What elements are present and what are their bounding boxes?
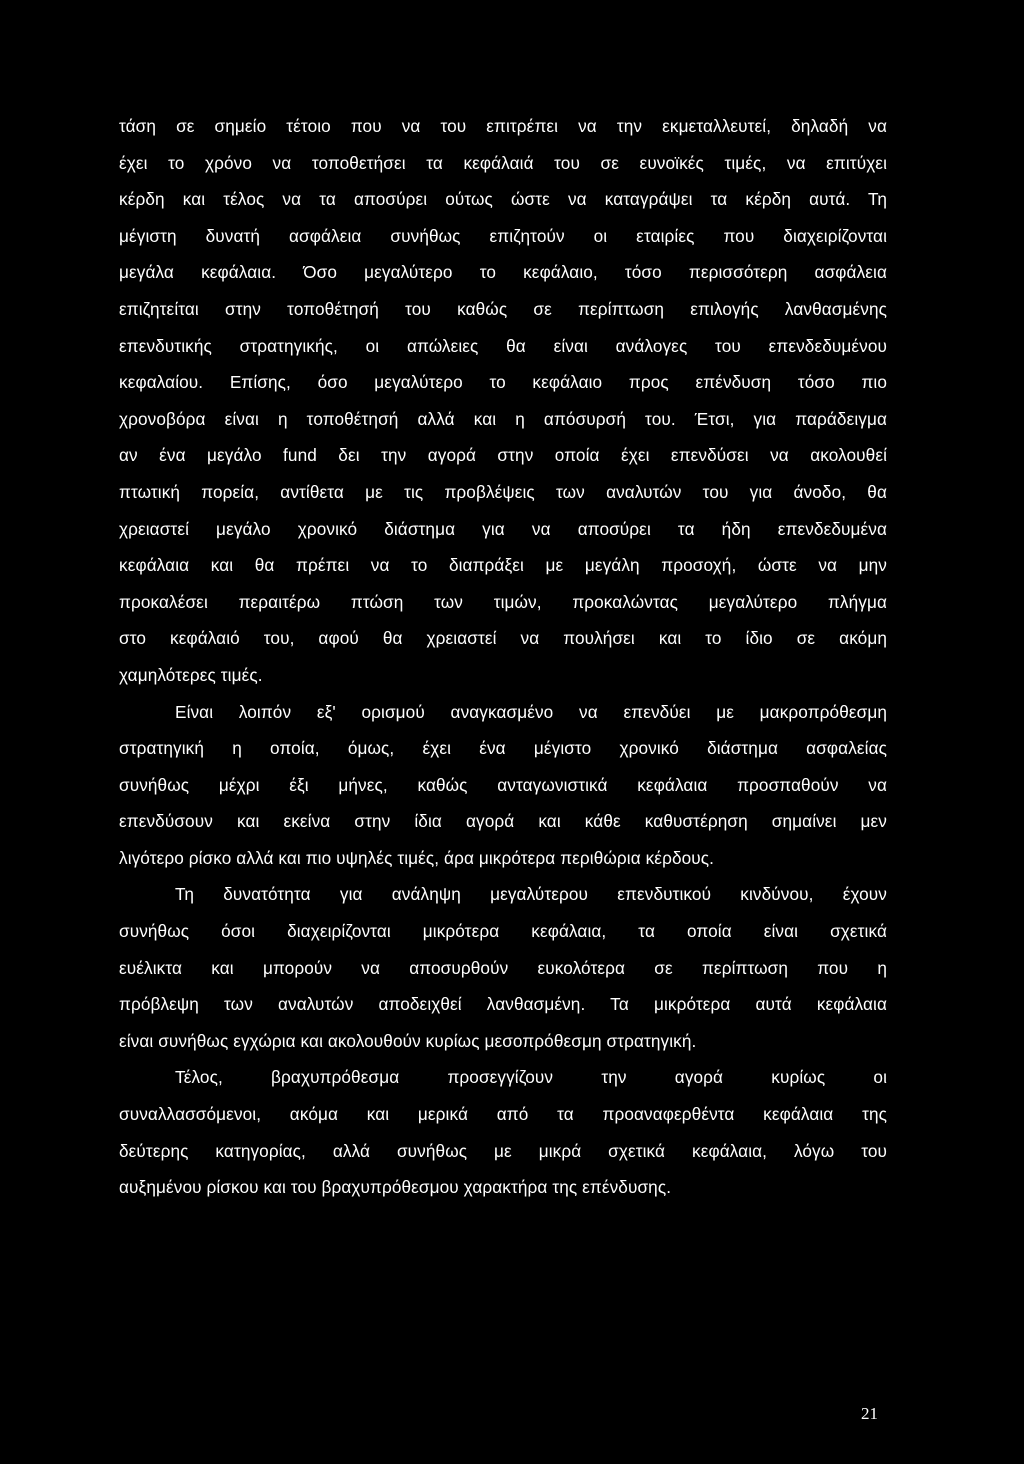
text-line: στρατηγική η οποία, όμως, έχει ένα μέγιστο χρονικό διάστημα ασφαλείας [119, 738, 887, 759]
text-line: αν ένα μεγάλο fund δει την αγορά στην οποία έχει επενδύσει να ακολουθεί [119, 445, 887, 466]
text-line: είναι συνήθως εγχώρια και ακολουθούν κυρίως μεσοπρόθεσμη στρατηγική. [119, 1030, 697, 1051]
text-line: κεφάλαια και θα πρέπει να το διαπράξει με μεγάλη προσοχή, ώστε να μην [119, 555, 887, 576]
text-line: χαμηλότερες τιμές. [119, 664, 263, 685]
text-line: Τέλος, βραχυπρόθεσμα προσεγγίζουν την αγορά κυρίως οι [175, 1067, 887, 1088]
text-line: επενδυτικής στρατηγικής, οι απώλειες θα είναι ανάλογες του επενδεδυμένου [119, 335, 887, 356]
text-line: τάση σε σημείο τέτοιο που να του επιτρέπει να την εκμεταλλευτεί, δηλαδή να [119, 116, 887, 136]
text-line: μεγάλα κεφάλαια. Όσο μεγαλύτερο το κεφάλαιο, τόσο περισσότερη ασφάλεια [119, 262, 887, 283]
body-text [119, 108, 887, 1206]
text-line: λιγότερο ρίσκο αλλά και πιο υψηλές τιμές, άρα μικρότερα περιθώρια κέρδους. [119, 847, 715, 868]
text-line: επενδύσουν και εκείνα στην ίδια αγορά και κάθε καθυστέρηση σημαίνει μεν [119, 811, 887, 832]
text-line: Τη δυνατότητα για ανάληψη μεγαλύτερου επενδυτικού κινδύνου, έχουν [175, 884, 887, 905]
text-line: κέρδη και τέλος να τα αποσύρει ούτως ώστε να καταγράψει τα κέρδη αυτά. Τη [119, 189, 887, 210]
text-line: συνήθως όσοι διαχειρίζονται μικρότερα κεφάλαια, τα οποία είναι σχετικά [119, 921, 887, 942]
text-line: αυξημένου ρίσκου και του βραχυπρόθεσμου χαρακτήρα της επένδυσης. [119, 1177, 672, 1198]
text-line: χρονοβόρα είναι η τοποθέτησή αλλά και η απόσυρσή του. Έτσι, για παράδειγμα [119, 408, 887, 429]
text-line: κεφαλαίου. Επίσης, όσο μεγαλύτερο το κεφάλαιο προς επένδυση τόσο πιο [119, 372, 887, 393]
text-line: χρειαστεί μεγάλο χρονικό διάστημα για να αποσύρει τα ήδη επενδεδυμένα [119, 518, 887, 539]
text-line: συνήθως μέχρι έξι μήνες, καθώς ανταγωνιστικά κεφάλαια προσπαθούν να [119, 774, 887, 795]
text-line: ευέλικτα και μπορούν να αποσυρθούν ευκολότερα σε περίπτωση που η [119, 957, 887, 978]
text-line: έχει το χρόνο να τοποθετήσει τα κεφάλαιά του σε ευνοϊκές τιμές, να επιτύχει [119, 152, 887, 173]
text-line: συναλλασσόμενοι, ακόμα και μερικά από τα προαναφερθέντα κεφάλαια της [119, 1104, 887, 1125]
text-line: επιζητείται στην τοποθέτησή του καθώς σε περίπτωση επιλογής λανθασμένης [119, 298, 887, 319]
text-line: μέγιστη δυνατή ασφάλεια συνήθως επιζητούν οι εταιρίες που διαχειρίζονται [119, 225, 887, 246]
text-line: δεύτερης κατηγορίας, αλλά συνήθως με μικρά σχετικά κεφάλαια, λόγω του [119, 1140, 887, 1161]
text-line: πτωτική πορεία, αντίθετα με τις προβλέψεις των αναλυτών του για άνοδο, θα [119, 481, 887, 502]
text-line: Είναι λοιπόν εξ' ορισμού αναγκασμένο να επενδύει με μακροπρόθεσμη [175, 701, 887, 722]
text-line: πρόβλεψη των αναλυτών αποδειχθεί λανθασμένη. Τα μικρότερα αυτά κεφάλαια [119, 994, 887, 1015]
page-number: 21 [861, 1404, 878, 1423]
text-line: στο κεφάλαιό του, αφού θα χρειαστεί να πουλήσει και το ίδιο σε ακόμη [119, 628, 887, 649]
text-line: προκαλέσει περαιτέρω πτώση των τιμών, προκαλώντας μεγαλύτερο πλήγμα [119, 591, 887, 612]
